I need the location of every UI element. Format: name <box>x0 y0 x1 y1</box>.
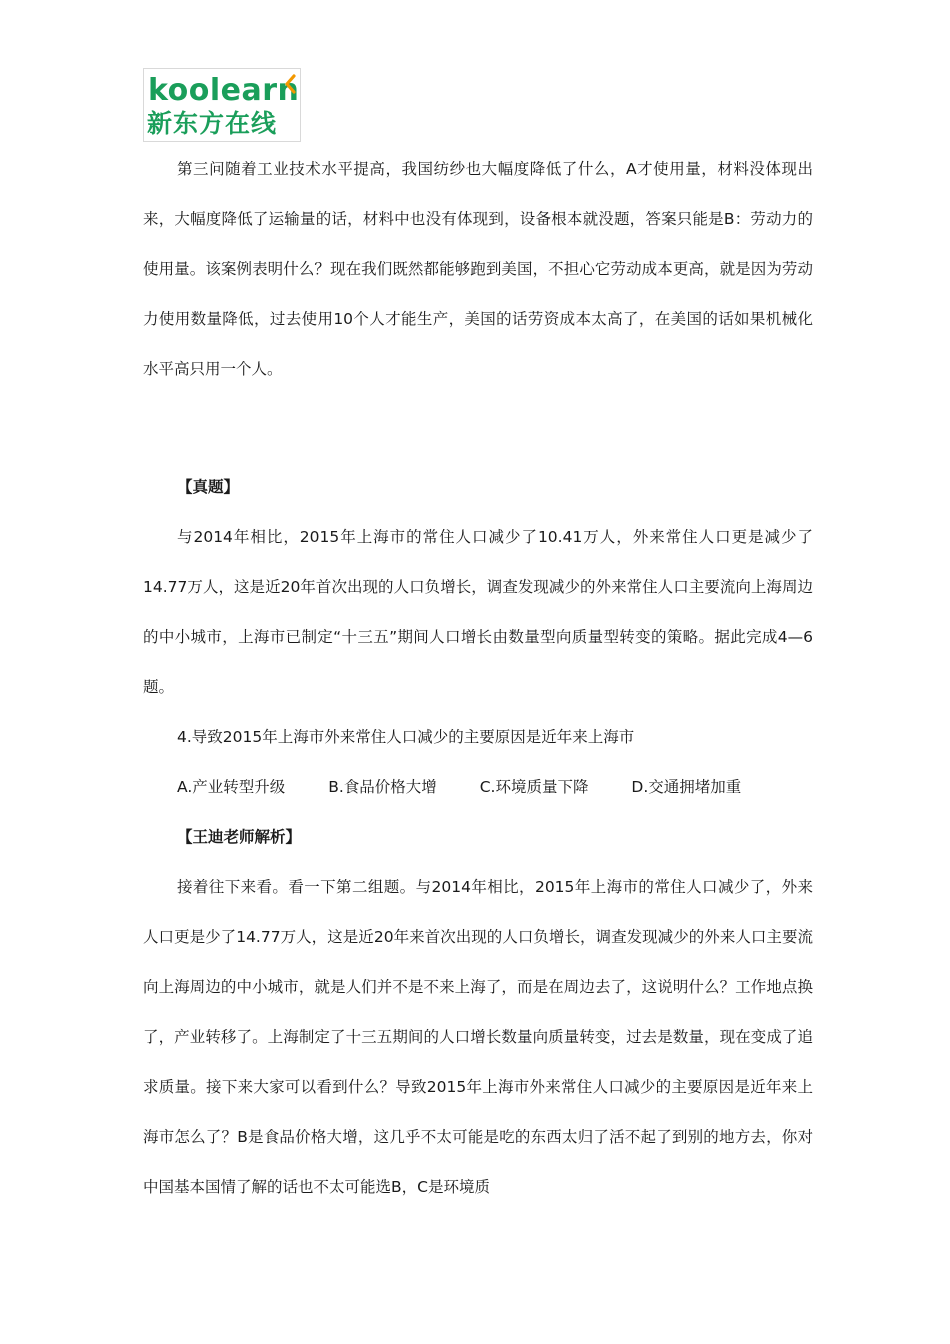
document-body <box>143 144 813 1212</box>
spacer <box>143 394 813 462</box>
option-a: A.产业转型升级 <box>177 778 286 796</box>
heading-analysis: 【王迪老师解析】 <box>177 828 302 846</box>
logo-chevron-icon <box>283 74 297 94</box>
paragraph-analysis: 接着往下来看。看一下第二组题。与2014年相比，2015年上海市的常住人口减少了，外来人口更是少了14.77万人，这是近20年来首次出现的人口负增长，调查发现减少的外来人口主要流向上海周边的中小城市，就是人们并不是不来上海了，而是在周边去了，这说明什么？工作地点换了，产业转移了。上海制定了十三五期间的人口增长数量向质量转变，过去是数量，现在变成了追求质量。接下来大家可以看到什么？导致2015年上海市外来常住人口减少的主要原因是近年来上海市怎么了？B是食品价格大增，这几乎不太可能是吃的东西太归了活不起了到别的地方去，你对中国基本国情了解的话也不太可能选B，C是环境质 <box>143 878 813 1196</box>
logo-chinese-name: 新东方在线 <box>147 109 278 138</box>
heading-zhenti: 【真题】 <box>177 478 240 496</box>
option-c: C.环境质量下降 <box>479 778 589 796</box>
question-4: 4.导致2015年上海市外来常住人口减少的主要原因是近年来上海市 <box>177 728 635 746</box>
paragraph-question-stem: 与2014年相比，2015年上海市的常住人口减少了10.41万人，外来常住人口更是减少了14.77万人，这是近20年首次出现的人口负增长，调查发现减少的外来常住人口主要流向上海周边的中小城市，上海市已制定“十三五”期间人口增长由数量型向质量型转变的策略。据此完成4—6题。 <box>143 528 813 696</box>
logo-wordmark: koolearn <box>148 73 300 108</box>
answer-options <box>143 762 813 812</box>
option-d: D.交通拥堵加重 <box>631 778 742 796</box>
option-b: B.食品价格大增 <box>328 778 437 796</box>
koolearn-logo <box>143 68 301 142</box>
paragraph-intro: 第三问随着工业技术水平提高，我国纺纱也大幅度降低了什么，A才使用量，材料没体现出来，大幅度降低了运输量的话，材料中也没有体现到，设备根本就没题，答案只能是B：劳动力的使用量。该案例表明什么？现在我们既然都能够跑到美国，不担心它劳动成本更高，就是因为劳动力使用数量降低，过去使用10个人才能生产，美国的话劳资成本太高了，在美国的话如果机械化水平高只用一个人。 <box>143 160 813 378</box>
